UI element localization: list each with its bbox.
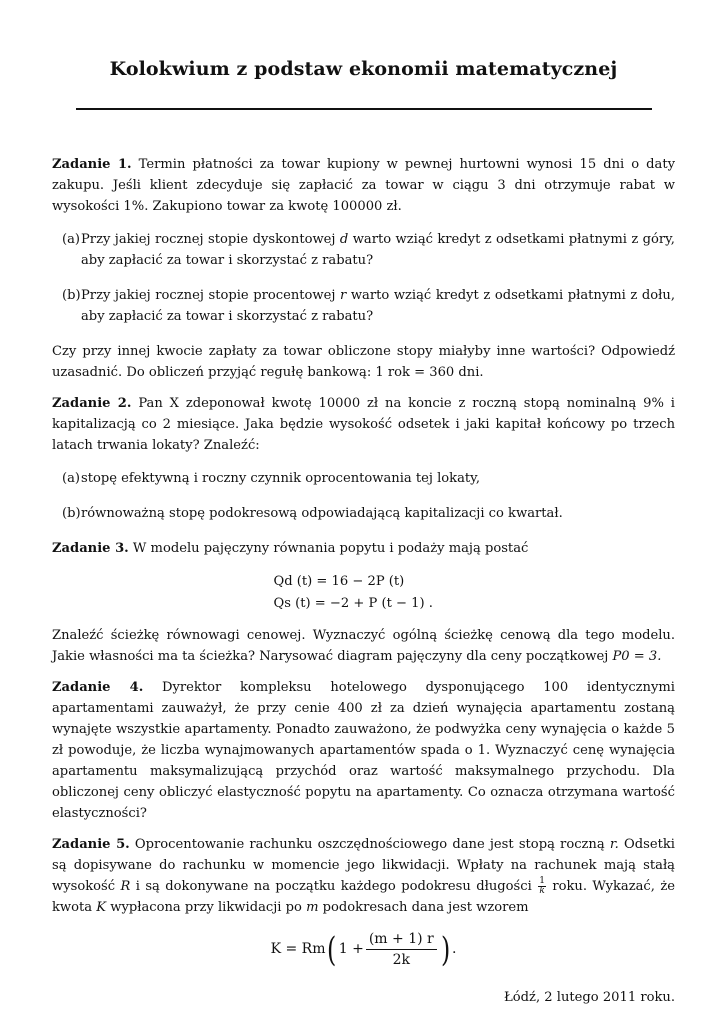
var-r: r. [609,837,619,852]
demand-equation: Qd (t) = 16 − 2P (t) [273,574,405,589]
task-3-intro-text: W modelu pajęczyny równania popytu i podaży mają postać [132,541,529,556]
task-4-text [52,677,675,824]
inline-fraction [538,877,546,896]
task-2 [52,393,675,524]
task-5-text-6: podokresach dana jest wzorem [322,900,529,915]
item-b-text-post: warto wziąć kredyt z odsetkami płatnymi z dołu, aby zapłacić za towar i skorzystać z rabatu? [81,288,676,324]
task-5-text-3: i są dokonywane na początku każdego podokresu długości [135,879,532,894]
item-a-text-pre: Przy jakiej rocznej stopie dyskontowej [81,232,336,247]
formula-lhs: K = Rm [270,941,326,957]
task-2-heading: Zadanie 2. [52,396,132,411]
fraction-denominator: k [539,886,545,896]
task-3-heading: Zadanie 3. [52,541,129,556]
task-2-item-b [52,503,675,524]
formula-denominator: 2k [392,952,410,968]
task-3-intro [52,538,675,559]
task-5-heading: Zadanie 5. [52,837,130,852]
initial-price: P0 = 3. [612,649,662,664]
item-b-text: równoważną stopę podokresową odpowiadającą kapitalizacji co kwartał. [81,506,563,521]
task-4-body: Dyrektor kompleksu hotelowego dysponującego 100 identycznymi apartamentami zauważył, że przy cenie 400 zł za dzień wynajęcia apartamentu zostaną wynajęte wszystkie apartamenty. Ponadto zauważono, że podwyżka ceny wynajęcia o każde 5 zł powoduje, że liczba wynajmowanych apartamentów spada o 1. Wyznaczyć cenę wynajęcia apartamentu maksymalizującą przychód oraz wartość maksymalnego przychodu. Dla obliczonej ceny obliczyć elastyczność popytu na apartamenty. Co oznacza otrzymana wartość elastyczności? [52,680,675,821]
formula-one-plus: 1 + [338,941,364,957]
page-title: Kolokwium z podstaw ekonomii matematycznej [109,58,618,80]
task-5-text-5: wypłacona przy likwidacji po [110,900,302,915]
formula-period: . [451,941,457,957]
task-5-text-2: Odsetki są dopisywane do rachunku w momencie jego likwidacji. Wpłaty na rachunek mają stałą wysokość [52,837,675,894]
formula-fraction [366,930,437,969]
right-paren: ) [440,929,450,970]
fraction-numerator: 1 [539,876,545,886]
task-3-outro-text: Znaleźć ścieżkę równowagi cenowej. Wyznaczyć ogólną ścieżkę cenową dla tego modelu. Jakie własności ma ta ścieżka? Narysować diagram pajęczyny dla ceny początkowej [52,628,675,664]
item-a-text-post: warto wziąć kredyt z odsetkami płatnymi z góry, aby zapłacić za towar i skorzystać z rabatu? [81,232,675,268]
cobweb-equations [52,571,675,615]
var-m: m [306,900,319,915]
formula-numerator: (m + 1) r [366,930,437,950]
task-2-item-a [52,468,675,489]
left-paren: ( [327,929,337,970]
var-d: d [339,232,349,247]
item-b-label: (b) [62,506,81,521]
task-3-outro [52,625,675,667]
task-3 [52,538,675,667]
task-5 [52,834,675,969]
task-1-outro: Czy przy innej kwocie zapłaty za towar obliczone stopy miałyby inne wartości? Odpowiedź uzasadnić. Do obliczeń przyjąć regułę bankową: 1 rok = 360 dni. [52,344,675,380]
payout-formula [52,930,675,969]
var-K: K [96,900,107,915]
task-5-text-4: roku. Wykazać, że kwota [52,879,675,915]
var-r: r [340,288,347,303]
task-4 [52,677,675,824]
task-1-heading: Zadanie 1. [52,157,132,172]
item-b-label: (b) [62,288,81,303]
var-R: R [120,879,131,894]
document-date: Łódź, 2 lutego 2011 roku. [504,990,675,1005]
item-a-label: (a) [62,471,81,486]
task-2-intro [52,393,675,456]
task-1-item-a [52,229,675,271]
task-1-intro-text: Termin płatności za towar kupiony w pewnej hurtowni wynosi 15 dni o daty zakupu. Jeśli klient zdecyduje się zapłacić za towar w ciągu 3 dni otrzymuje rabat w wysokości 1%. Zakupiono towar za kwotę 100000 zł. [52,157,675,214]
task-1-intro [52,154,675,217]
task-2-intro-text: Pan X zdeponował kwotę 10000 zł na koncie z roczną stopą nominalną 9% i kapitalizacją co 2 miesiące. Jaka będzie wysokość odsetek i jaki kapitał końcowy po trzech latach trwania lokaty? Znaleźć: [52,396,675,453]
item-b-text-pre: Przy jakiej rocznej stopie procentowej [81,288,336,303]
task-5-text-1: Oprocentowanie rachunku oszczędnościowego dane jest stopą roczną [134,837,605,852]
item-a-text: stopę efektywną i roczny czynnik oprocentowania tej lokaty, [81,471,480,486]
title-rule [76,108,652,110]
document-body [52,154,675,1008]
task-1 [52,154,675,383]
task-4-heading: Zadanie 4. [52,680,144,695]
supply-equation: Qs (t) = −2 + P (t − 1) . [273,596,433,611]
item-a-label: (a) [62,232,81,247]
task-5-text [52,834,675,918]
task-1-item-b [52,285,675,327]
